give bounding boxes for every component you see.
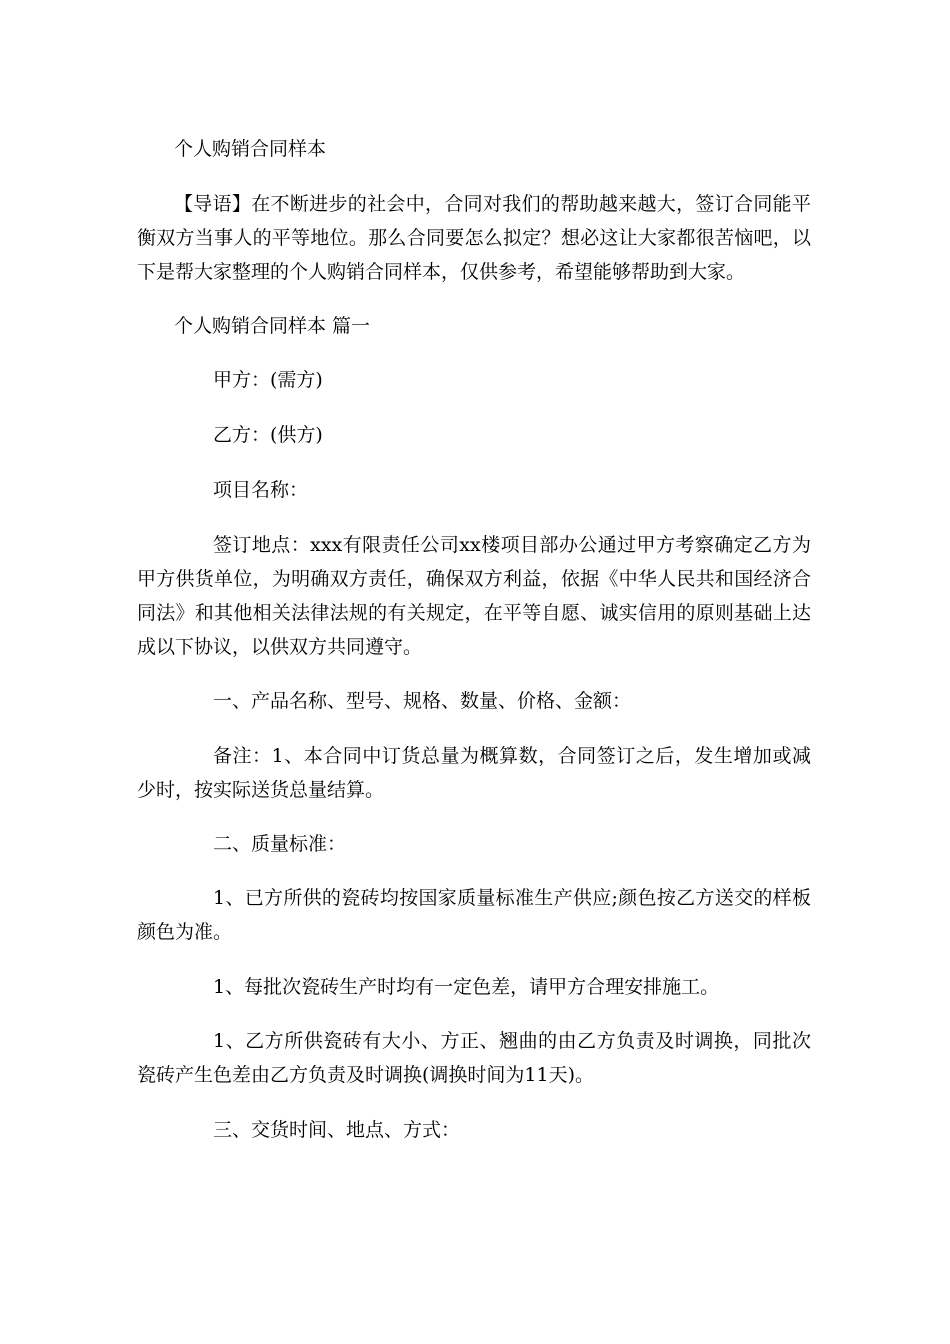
clause-1-note: 备注：1、本合同中订货总量为概算数，合同签订之后，发生增加或减少时，按实际送货总量结算。 (137, 745, 811, 801)
party-b-line: 乙方：(供方) (213, 424, 323, 446)
section-heading: 个人购销合同样本 篇一 (174, 315, 371, 337)
project-name-line: 项目名称： (213, 479, 309, 501)
document-title: 个人购销合同样本 (174, 138, 327, 160)
clause-2-item-3: 1、乙方所供瓷砖有大小、方正、翘曲的由乙方负责及时调换，同批次瓷砖产生色差由乙方负责及时调换(调换时间为11天)。 (137, 1030, 811, 1086)
clause-1-heading: 一、产品名称、型号、规格、数量、价格、金额： (213, 690, 632, 712)
clause-2-item-2: 1、每批次瓷砖生产时均有一定色差，请甲方合理安排施工。 (213, 976, 720, 998)
signing-place-paragraph: 签订地点：xxx有限责任公司xx楼项目部办公通过甲方考察确定乙方为甲方供货单位，为明确双方责任，确保双方利益，依据《中华人民共和国经济合同法》和其他相关法律法规的有关规定，在平等自愿、诚实信用的原则基础上达成以下协议，以供双方共同遵守。 (137, 534, 811, 658)
party-a-line: 甲方：(需方) (213, 369, 323, 391)
clause-3-heading: 三、交货时间、地点、方式： (213, 1119, 461, 1141)
clause-2-heading: 二、质量标准： (213, 833, 347, 855)
clause-2-item-1: 1、已方所供的瓷砖均按国家质量标准生产供应;颜色按乙方送交的样板颜色为准。 (137, 887, 811, 943)
intro-paragraph: 【导语】在不断进步的社会中，合同对我们的帮助越来越大，签订合同能平衡双方当事人的平等地位。那么合同要怎么拟定？想必这让大家都很苦恼吧，以下是帮大家整理的个人购销合同样本，仅供参考，希望能够帮助到大家。 (137, 193, 811, 283)
